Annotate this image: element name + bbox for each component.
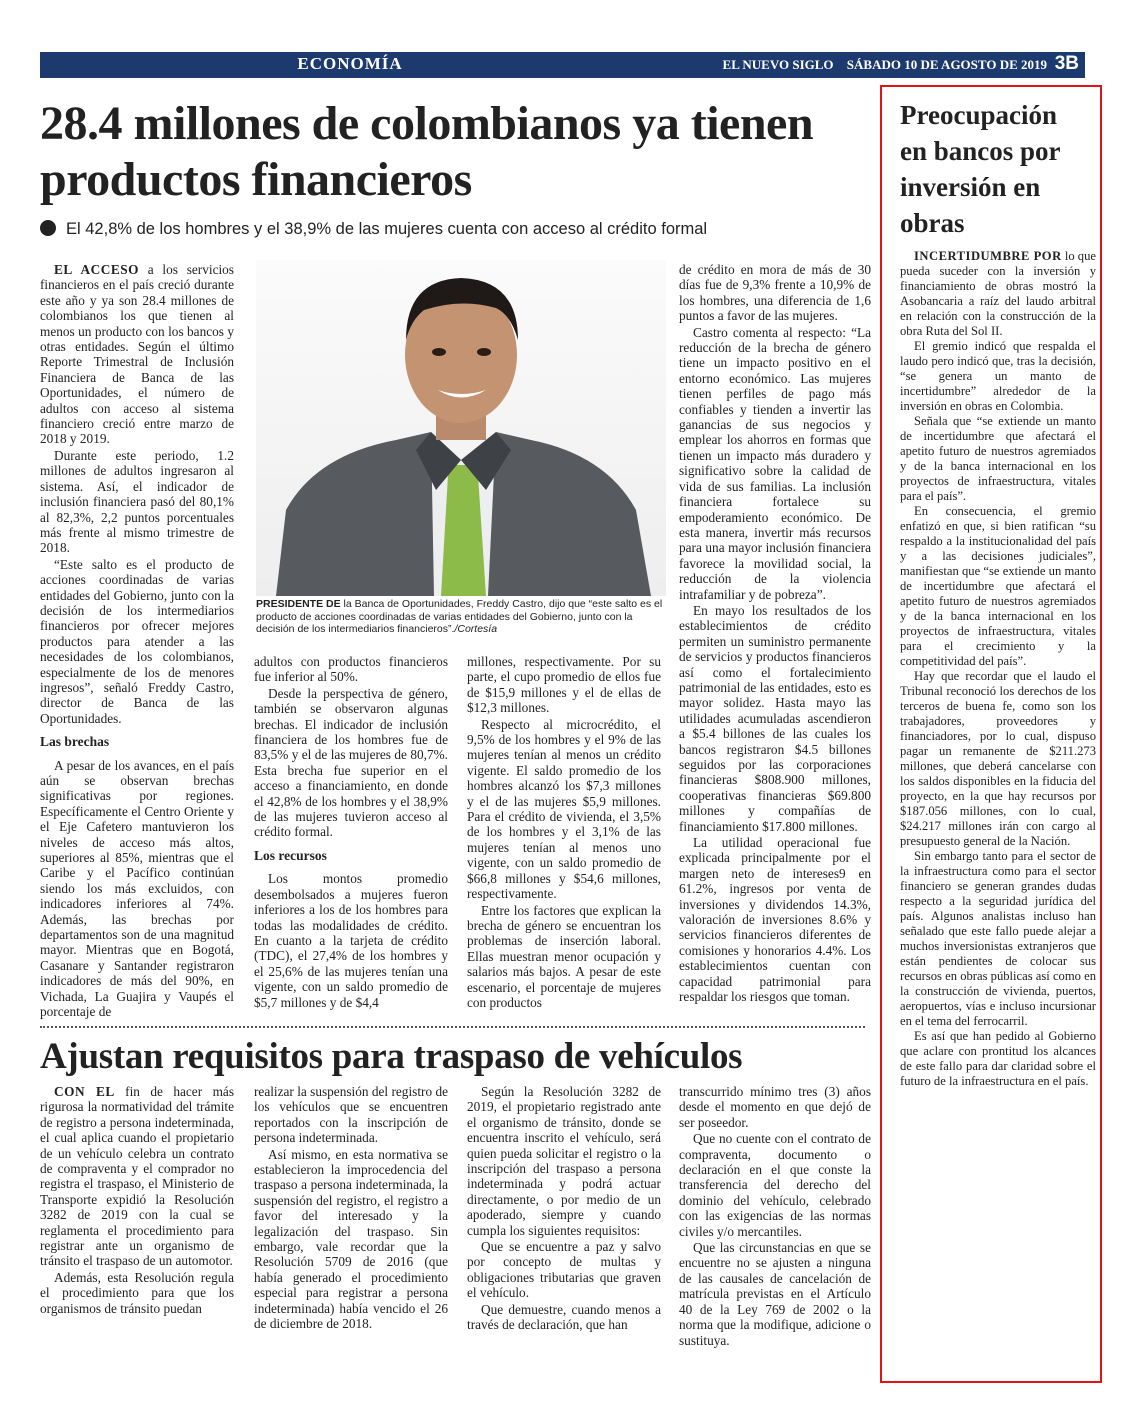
- paragraph: Hay que recordar que el laudo el Tribunal reconoció los derechos de los terceros de buena fe, como son los trabajadores, proveedores y financiadores, por lo cual, dispuso pagar un remanente de $211.273 millones, que deberá cancelarse con los saldos disponibles en la fiducia del proyecto, en la que hay recursos por $187.056 millones, con lo cual, $24.217 millones irán con cargo al presupuesto general de la Nación.: [900, 669, 1096, 848]
- second-column-1: [40, 1084, 234, 1317]
- paragraph: a los servicios financieros en el país creció durante este año y ya son 28.4 millones de colombianos los que tienen al menos un producto con los bancos y otras entidades. Según el último Reporte Trimestral de Inclusión Financiera de Banca de las Oportunidades, el número de adultos con acceso al sistema financiero creció entre marzo de 2018 y 2019.: [40, 262, 234, 447]
- photo-caption: [256, 598, 668, 636]
- paragraph: Durante este periodo, 1.2 millones de adultos ingresaron al sistema. Así, el indicador de inclusión financiera pasó del 80,1% al 82,3%, 2,2 puntos porcentuales más frente al mismo trimestre de 2018.: [40, 447, 234, 556]
- issue-date: SÁBADO 10 DE AGOSTO DE 2019: [846, 57, 1047, 72]
- paragraph: transcurrido mínimo tres (3) años desde el momento en que dejó de ser poseedor.: [679, 1084, 871, 1130]
- subtitle-brechas: Las brechas: [40, 734, 110, 750]
- subtitle-recursos: Los recursos: [254, 847, 327, 863]
- section-header-bar: [40, 52, 1085, 78]
- second-headline: Ajustan requisitos para traspaso de vehículos: [40, 1036, 743, 1077]
- paragraph: En consecuencia, el gremio enfatizó en que, si bien ratifican “su respaldo a la institucionalidad del país y a las decisiones judiciales”, manifiestan que “se extiende un manto de incertidumbre que afectará el apetito futuro de nuestros agremiados y de la banca internacional en los proyectos de infraestructura, vitales para el crecimiento y la competitividad del país”.: [900, 504, 1096, 668]
- paragraph: Sin embargo tanto para el sector de la infraestructura como para el sector financiero se generan grandes dudas respecto a la seguridad jurídica del país. Algunos analistas incluso han señalado que este fallo puede alejar a muchos inversionistas extranjeros que están pendientes de colocar sus recursos en obras públicas así como en la construcción de vivienda, puertos, aeropuertos, vías e incluso incursionar en el tema del ferrocarril.: [900, 849, 1096, 1028]
- paragraph: millones, respectivamente. Por su parte, el cupo promedio de ellos fue de $15,9 millones y el de ellas de $12,3 millones.: [467, 654, 661, 716]
- paragraph: adultos con productos financieros fue inferior al 50%.: [254, 654, 448, 685]
- main-subhead: [40, 220, 860, 239]
- main-headline: 28.4 millones de colombianos ya tienen productos financieros: [40, 97, 814, 206]
- second-column-4: [679, 1084, 871, 1349]
- article-divider: [40, 1026, 865, 1028]
- paragraph: Respecto al microcrédito, el 9,5% de los hombres y el 9% de las mujeres tenían al menos un crédito vigente. El saldo promedio de los hombres alcanzó los $7,3 millones y el de las mujeres $5,9 millones. Para el crédito de vivienda, el 3,5% de los hombres y el 3,1% de las mujeres tenían al menos uno vigente, con un saldo promedio de $66,8 millones y $54,6 millones, respectivamente.: [467, 716, 661, 902]
- paragraph: Entre los factores que explican la brecha de género se encuentran los problemas de inserción laboral. Ellas muestran menor ocupación y salarios más bajos. A pesar de este escenario, el porcentaje de mujeres con productos: [467, 902, 661, 1010]
- paragraph: Así mismo, en esta normativa se establecieron la improcedencia del traspaso a persona indeterminada, la suspensión del registro, el registro a favor del interesado y la legalización del traspaso. Sin embargo, vale recordar que la Resolución 5709 de 2016 (que había generado el procedimiento especial para registrar a persona indeterminada) había vencido el 26 de diciembre de 2018.: [254, 1146, 448, 1332]
- paragraph: El gremio indicó que respalda el laudo pero indicó que, tras la decisión, “se genera un manto de incertidumbre” alrededor de la inversión en obras en Colombia.: [900, 339, 1096, 413]
- second-column-3: [467, 1084, 661, 1334]
- paragraph: A pesar de los avances, en el país aún se observan brechas significativas por regiones. Específicamente el Centro Oriente y el Eje Cafetero mantuvieron los niveles de acceso más altos, superiores al 85%, mientras que el Caribe y el Pacífico continúan siendo los más excluidos, con indicadores inferiores al 74%. Además, las brechas por departamentos son de una magnitud mayor. Mientras que en Bogotá, Casanare y Santander registraron indicadores de más del 90%, en Vichada, La Guajira y Vaupés el porcentaje de: [40, 757, 234, 1020]
- main-column-1: [40, 262, 234, 1021]
- paragraph: Además, esta Resolución regula el procedimiento para que los organismos de tránsito puedan: [40, 1269, 234, 1316]
- main-column-3: [467, 654, 661, 1011]
- paragraph: Que se encuentre a paz y salvo por concepto de multas y obligaciones tributarias que graven el vehículo.: [467, 1239, 661, 1301]
- paragraph: En mayo los resultados de los establecimientos de crédito permiten un suministro permanente de servicios y productos financieros así como el fortalecimiento patrimonial de las entidades, esto es mayor solidez. Hasta mayo las utilidades acumuladas ascendieron a $5.4 billones de las cuales los bancos registraron $4.5 billones seguidos por las corporaciones financieras $808.900 millones, cooperativas financieras $69.800 millones y compañías de financiamiento $17.800 millones.: [679, 602, 871, 834]
- paragraph: de crédito en mora de más de 30 días fue de 9,3% frente a 10,9% de los hombres, una diferencia de 1,6 puntos a favor de las mujeres.: [679, 262, 871, 324]
- paragraph: Señala que “se extiende un manto de incertidumbre que afectará el apetito futuro de nuestros agremiados y de la banca internacional en los proyectos de infraestructura, vitales para el país”.: [900, 414, 1096, 503]
- sidebar-title: Preocupación en bancos por inversión en obras: [900, 100, 1061, 238]
- lead-word: CON EL: [54, 1084, 115, 1099]
- caption-text: la Banca de Oportunidades, Freddy Castro, dijo que “este salto es el producto de acciones coordinadas de varias entidades del Gobierno, junto con la decisión de los intermediarios financieros”.: [256, 598, 663, 635]
- paragraph: Según la Resolución 3282 de 2019, el propietario registrado ante el organismo de tránsito, donde se encuentra inscrito el vehículo, será quien pueda solicitar el registro o la inscripción del traspaso a persona indeterminada y podrá actuar directamente, o por medio de un apoderado, siempre y cuando cumpla los siguientes requisitos:: [467, 1084, 661, 1238]
- main-column-2: [254, 654, 448, 1011]
- lead-word: INCERTIDUMBRE POR: [914, 249, 1062, 263]
- lead-word: EL ACCESO: [54, 262, 139, 277]
- section-name: ECONOMÍA: [297, 54, 403, 73]
- paragraph: Desde la perspectiva de género, también se observaron algunas brechas. El indicador de inclusión financiera de los hombres fue de 83,5% y el de las mujeres de 80,7%. Esta brecha fue superior en el acceso a financiamiento, en donde el 42,8% de los hombres y el 38,9% de las mujeres tuvieron acceso al crédito formal.: [254, 685, 448, 840]
- sidebar-body: [900, 249, 1096, 1089]
- paragraph: Que demuestre, cuando menos a través de declaración, que han: [467, 1301, 661, 1333]
- main-column-4: [679, 262, 871, 1006]
- paragraph: La utilidad operacional fue explicada principalmente por el margen neto de intereses9 en 61.2%, ingresos por venta de inversiones y dividendos 14.3%, valoración de inversiones 8.6% y servicios financieros diferentes de comisiones y honorarios 4.4%. Los establecimientos cuentan con capacidad patrimonial para respaldar los riesgos que toman.: [679, 835, 871, 1005]
- subhead-text: El 42,8% de los hombres y el 38,9% de las mujeres cuenta con acceso al crédito formal: [66, 220, 708, 238]
- paragraph: Castro comenta al respecto: “La reducción de la brecha de género tiene un impacto positivo en el entorno económico. Las mujeres tienen perfiles de pago más confiables y tienden a invertir las ganancias de sus negocios y emplear los ahorros en formas que tienen un impacto más duradero y significativo sobre la calidad de vida de sus familias. La inclusión financiera fortalece su empoderamiento económico. De esta manera, invertir más recursos para una mayor inclusión financiera favorece la movilidad social, la reducción de la violencia intrafamiliar y de pobreza”.: [679, 324, 871, 602]
- paragraph: “Este salto es el producto de acciones coordinadas de varias entidades del Gobierno, junto con la decisión de los intermediarios financieros por ofrecer mejores productos para atender a las necesidades de los colombianos, especialmente de los de menores ingresos”, señaló Freddy Castro, director de Banca de las Oportunidades.: [40, 556, 234, 726]
- newspaper-name: EL NUEVO SIGLO: [722, 57, 834, 72]
- paragraph: Que las circunstancias en que se encuentre no se ajusten a ninguna de las causales de cancelación de matrícula previstas en el Artículo 40 de la Ley 769 de 2002 o la norma que la modifique, adicione o sustituya.: [679, 1240, 871, 1348]
- paragraph: Los montos promedio desembolsados a mujeres fueron inferiores a los de los hombres para todas las modalidades de crédito. En cuanto a la tarjeta de crédito (TDC), el 27,4% de los hombres y el 25,6% de las mujeres tenían una vigente, con un saldo promedio de $5,7 millones y de $4,4: [254, 871, 448, 1010]
- portrait-image: [256, 260, 666, 596]
- paragraph: fin de hacer más rigurosa la normatividad del trámite de registro a persona indeterminada, el cual aplica cuando el propietario de un vehículo celebra un contrato de compraventa y el comprador no registra el traspaso, el Ministerio de Transporte expidió la Resolución 3282 de 2019 con la cual se reglamenta el procedimiento para registrar ante un organismo de tránsito el traspaso de un automotor.: [40, 1084, 234, 1269]
- photo-freddy-castro: [256, 260, 666, 596]
- header-dateline: [723, 57, 1047, 73]
- photo-credit: /Cortesía: [454, 623, 498, 635]
- paragraph: lo que pueda suceder con la inversión y financiamiento de obras mostró la Asobancaria a raíz del laudo arbitral en relación con la construcción de la obra Ruta del Sol II.: [900, 249, 1096, 338]
- page-number: 3B: [1054, 53, 1079, 74]
- caption-lead: PRESIDENTE DE: [256, 598, 341, 610]
- bullet-icon: [40, 220, 56, 236]
- paragraph: Es así que han pedido al Gobierno que aclare con prontitud los alcances de este fallo para dar claridad sobre el futuro de la infraestructura en el país.: [900, 1029, 1096, 1088]
- paragraph: Que no cuente con el contrato de compraventa, documento o declaración en el que conste la transferencia del derecho del dominio del vehículo, celebrado con las exigencias de las normas civiles y/o mercantiles.: [679, 1131, 871, 1239]
- sidebar-box: [880, 85, 1102, 1383]
- second-column-2: [254, 1084, 448, 1333]
- paragraph: realizar la suspensión del registro de los vehículos que se encuentren reportados con la inscripción de persona indeterminada.: [254, 1084, 448, 1146]
